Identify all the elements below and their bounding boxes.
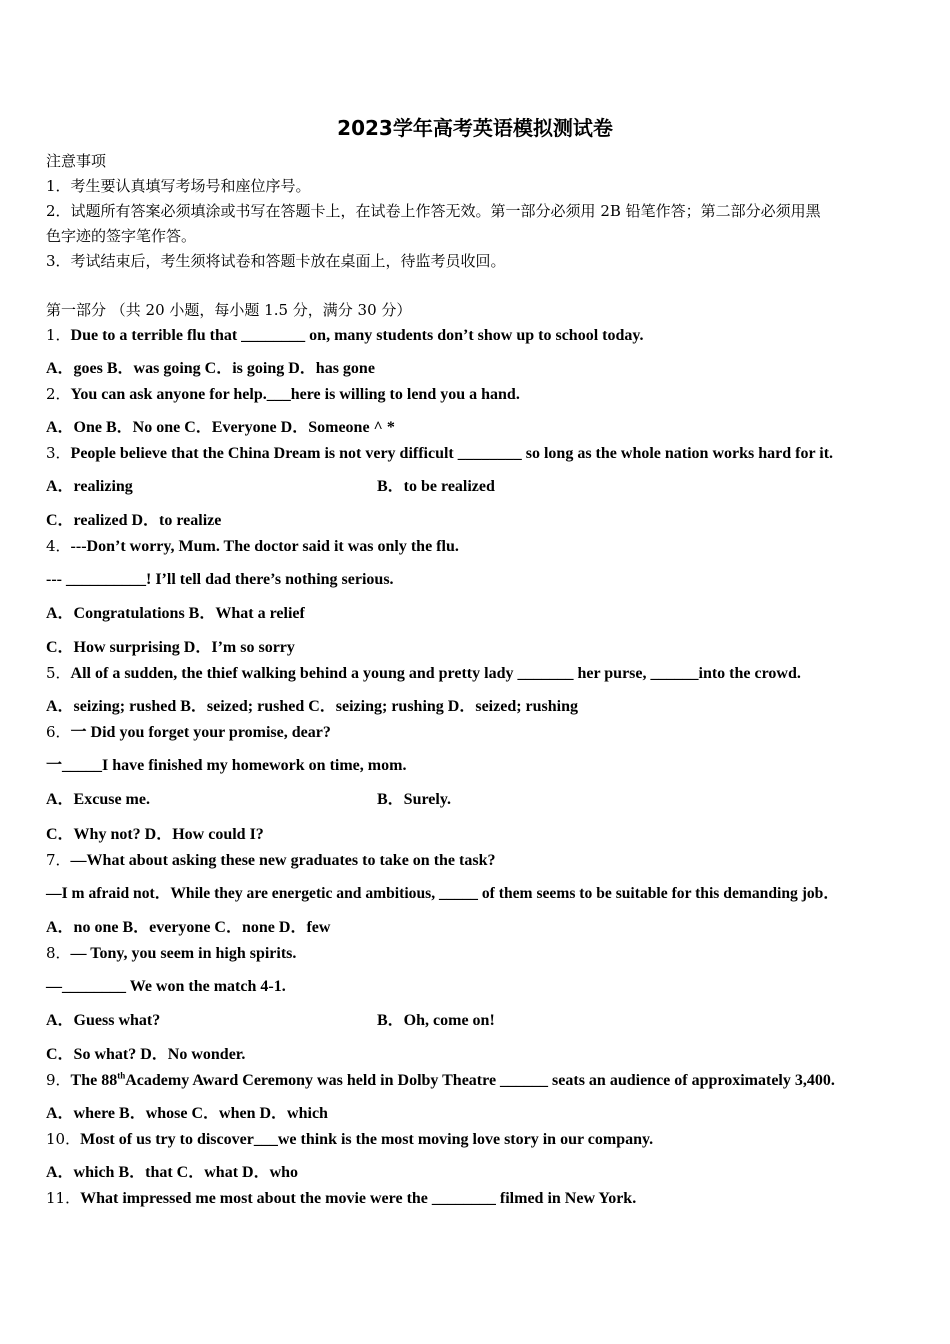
question-text-post: Academy Award Ceremony was held in Dolby Theatre ______ seats an audience of approximately 3,400. bbox=[125, 1072, 835, 1089]
question-1-options: A．goes B．was going C．is going D．has gone bbox=[46, 360, 375, 377]
question-8-option-b: B．Oh, come on! bbox=[377, 1012, 495, 1029]
question-10 bbox=[46, 1129, 653, 1150]
question-text: All of a sudden, the thief walking behind a young and pretty lady _______ her purse, ______into the crowd. bbox=[70, 665, 801, 682]
page-title: 2023学年高考英语模拟测试卷 bbox=[337, 116, 613, 140]
question-4-reply: --- __________! I’ll tell dad there’s nothing serious. bbox=[46, 571, 394, 588]
notice-heading: 注意事项 bbox=[46, 152, 107, 170]
question-8-options-cd: C．So what? D．No wonder. bbox=[46, 1046, 246, 1063]
question-6 bbox=[46, 722, 331, 743]
section-heading: 第一部分 （共 20 小题，每小题 1.5 分，满分 30 分） bbox=[46, 301, 412, 319]
question-7 bbox=[46, 850, 495, 871]
question-3-options-cd: C．realized D．to realize bbox=[46, 512, 222, 529]
question-number: 10． bbox=[46, 1130, 81, 1148]
question-10-options: A．which B．that C．what D．who bbox=[46, 1164, 299, 1181]
question-6-options-cd: C．Why not? D．How could I? bbox=[46, 826, 264, 843]
question-number: 7． bbox=[46, 851, 71, 869]
ordinal-suffix: th bbox=[117, 1070, 126, 1081]
question-number: 11． bbox=[46, 1189, 81, 1207]
question-text: Due to a terrible flu that ________ on, many students don’t show up to school today. bbox=[70, 327, 644, 344]
notice-item-3: 3．考试结束后，考生须将试卷和答题卡放在桌面上，待监考员收回。 bbox=[46, 252, 506, 270]
question-number: 8． bbox=[46, 944, 71, 962]
question-7-reply: —I m afraid not．While they are energetic and ambitious, _____ of them seems to be suitable for this demanding job． bbox=[46, 885, 839, 902]
question-6-reply: 一_____I have finished my homework on time, mom. bbox=[46, 757, 407, 774]
question-text: ---Don’t worry, Mum. The doctor said it was only the flu. bbox=[70, 538, 459, 555]
question-number: 4． bbox=[46, 537, 71, 555]
notice-item-2: 2．试题所有答案必须填涂或书写在答题卡上，在试卷上作答无效。第一部分必须用 2B 铅笔作答；第二部分必须用黑 bbox=[46, 202, 821, 220]
question-text: What impressed me most about the movie were the ________ filmed in New York. bbox=[80, 1190, 637, 1207]
question-number: 1． bbox=[46, 326, 71, 344]
question-text: You can ask anyone for help.___here is willing to lend you a hand. bbox=[70, 386, 520, 403]
question-text: Most of us try to discover___we think is the most moving love story in our company. bbox=[80, 1131, 654, 1148]
question-11 bbox=[46, 1188, 636, 1209]
question-8-reply: —________ We won the match 4-1. bbox=[46, 978, 286, 995]
question-1 bbox=[46, 325, 643, 346]
question-number: 3． bbox=[46, 444, 71, 462]
question-2 bbox=[46, 384, 520, 405]
question-6-option-a: A．Excuse me. bbox=[46, 791, 150, 808]
question-4-options-cd: C．How surprising D．I’m so sorry bbox=[46, 639, 295, 656]
question-5 bbox=[46, 663, 801, 684]
question-text: — Tony, you seem in high spirits. bbox=[70, 945, 297, 962]
notice-item-1: 1．考生要认真填写考场号和座位序号。 bbox=[46, 177, 311, 195]
question-number: 6． bbox=[46, 723, 71, 741]
question-9-options: A．where B．whose C．when D．which bbox=[46, 1105, 328, 1122]
question-text-pre: The 88 bbox=[70, 1072, 118, 1089]
question-2-options: A．One B．No one C．Everyone D．Someone ^ * bbox=[46, 419, 395, 436]
question-text: People believe that the China Dream is not very difficult ________ so long as the whole nation works hard for it. bbox=[70, 445, 834, 462]
question-4-options-ab: A．Congratulations B．What a relief bbox=[46, 605, 305, 622]
question-8-option-a: A．Guess what? bbox=[46, 1012, 161, 1029]
question-number: 9． bbox=[46, 1071, 71, 1089]
question-text: —What about asking these new graduates to take on the task? bbox=[70, 852, 496, 869]
question-3-option-a: A．realizing bbox=[46, 478, 133, 495]
question-7-options: A．no one B．everyone C．none D．few bbox=[46, 919, 331, 936]
question-4 bbox=[46, 536, 459, 557]
question-9 bbox=[46, 1070, 835, 1091]
question-8 bbox=[46, 943, 296, 964]
question-6-option-b: B．Surely. bbox=[377, 791, 451, 808]
question-number: 5． bbox=[46, 664, 71, 682]
question-3-option-b: B．to be realized bbox=[377, 478, 495, 495]
question-3 bbox=[46, 443, 833, 464]
notice-item-2-cont: 色字迹的签字笔作答。 bbox=[46, 227, 197, 245]
question-number: 2． bbox=[46, 385, 71, 403]
question-text: 一 Did you forget your promise, dear? bbox=[70, 724, 331, 741]
question-5-options: A．seizing; rushed B．seized; rushed C．seizing; rushing D．seized; rushing bbox=[46, 698, 579, 715]
